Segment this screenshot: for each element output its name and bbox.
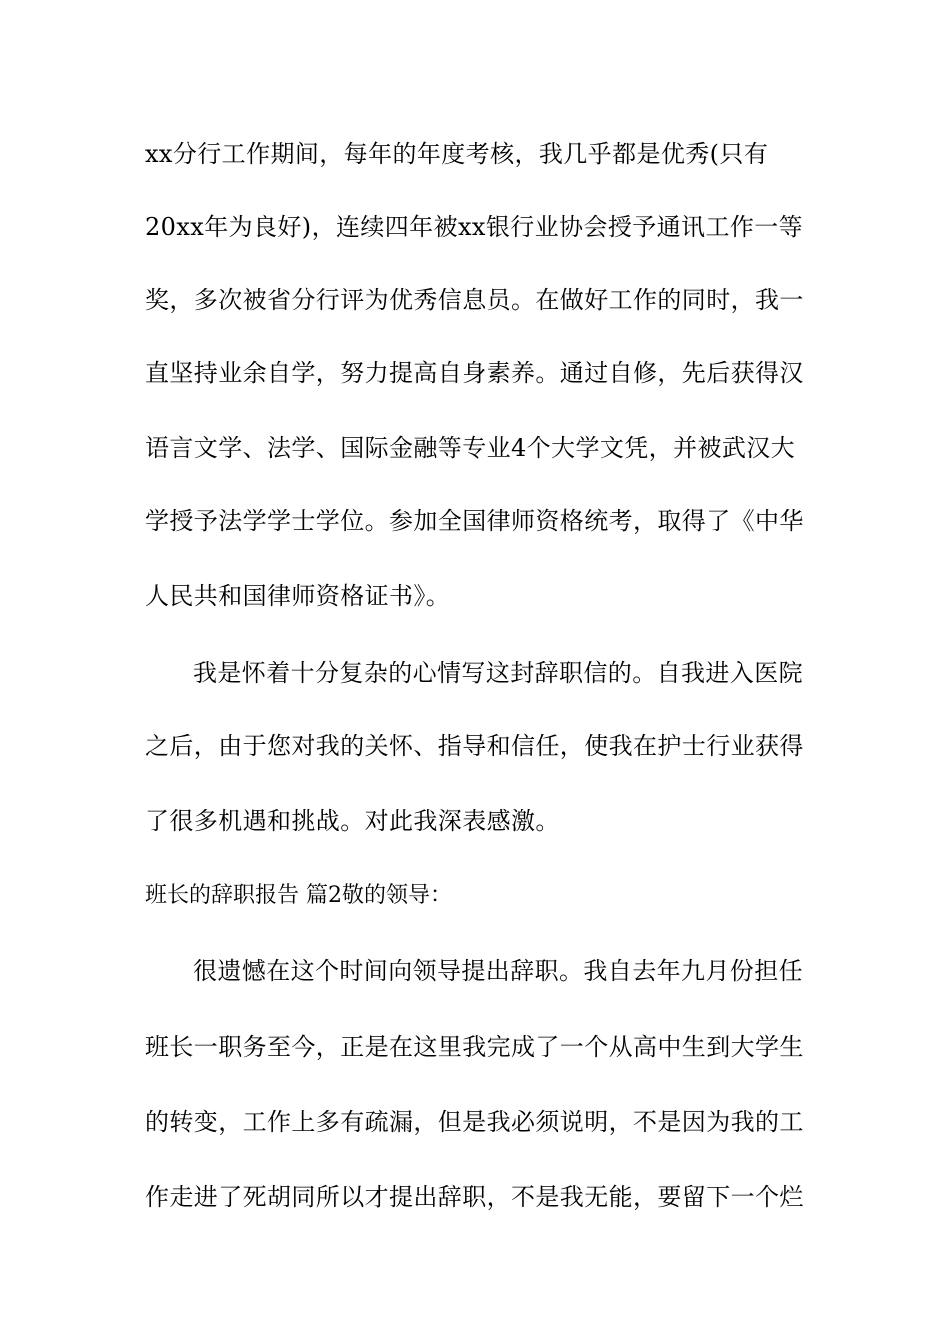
paragraph-3-line-2: 班长一职务至今，正是在这里我完成了一个从高中生到大学生 <box>145 1033 804 1061</box>
paragraph-1-line-1: xx分行工作期间，每年的年度考核，我几乎都是优秀(只有 <box>145 140 769 168</box>
paragraph-1-line-3: 奖，多次被省分行评为优秀信息员。在做好工作的同时，我一 <box>145 286 804 314</box>
paragraph-1-line-6: 学授予法学学士学位。参加全国律师资格统考，取得了《中华 <box>145 507 804 535</box>
paragraph-3-line-3: 的转变，工作上多有疏漏，但是我必须说明，不是因为我的工 <box>145 1108 804 1136</box>
paragraph-1-line-7: 人民共和国律师资格证书》。 <box>145 582 451 610</box>
paragraph-1-line-5: 语言文学、法学、国际金融等专业4个大学文凭，并被武汉大 <box>145 434 796 462</box>
paragraph-3-line-4: 作走进了死胡同所以才提出辞职，不是我无能，要留下一个烂 <box>145 1183 804 1211</box>
paragraph-2-line-1: 我是怀着十分复杂的心情写这封辞职信的。自我进入医院 <box>193 659 803 687</box>
section-heading: 班长的辞职报告 篇2敬的领导： <box>145 883 452 908</box>
paragraph-1-line-4: 直坚持业余自学，努力提高自身素养。通过自修，先后获得汉 <box>145 359 804 387</box>
paragraph-2-line-2: 之后，由于您对我的关怀、指导和信任，使我在护士行业获得 <box>145 732 804 760</box>
paragraph-1-line-2: 20xx年为良好)，连续四年被xx银行业协会授予通讯工作一等 <box>145 213 804 241</box>
paragraph-2-line-3: 了很多机遇和挑战。对此我深表感激。 <box>145 807 560 835</box>
paragraph-3-line-1: 很遗憾在这个时间向领导提出辞职。我自去年九月份担任 <box>193 957 803 985</box>
